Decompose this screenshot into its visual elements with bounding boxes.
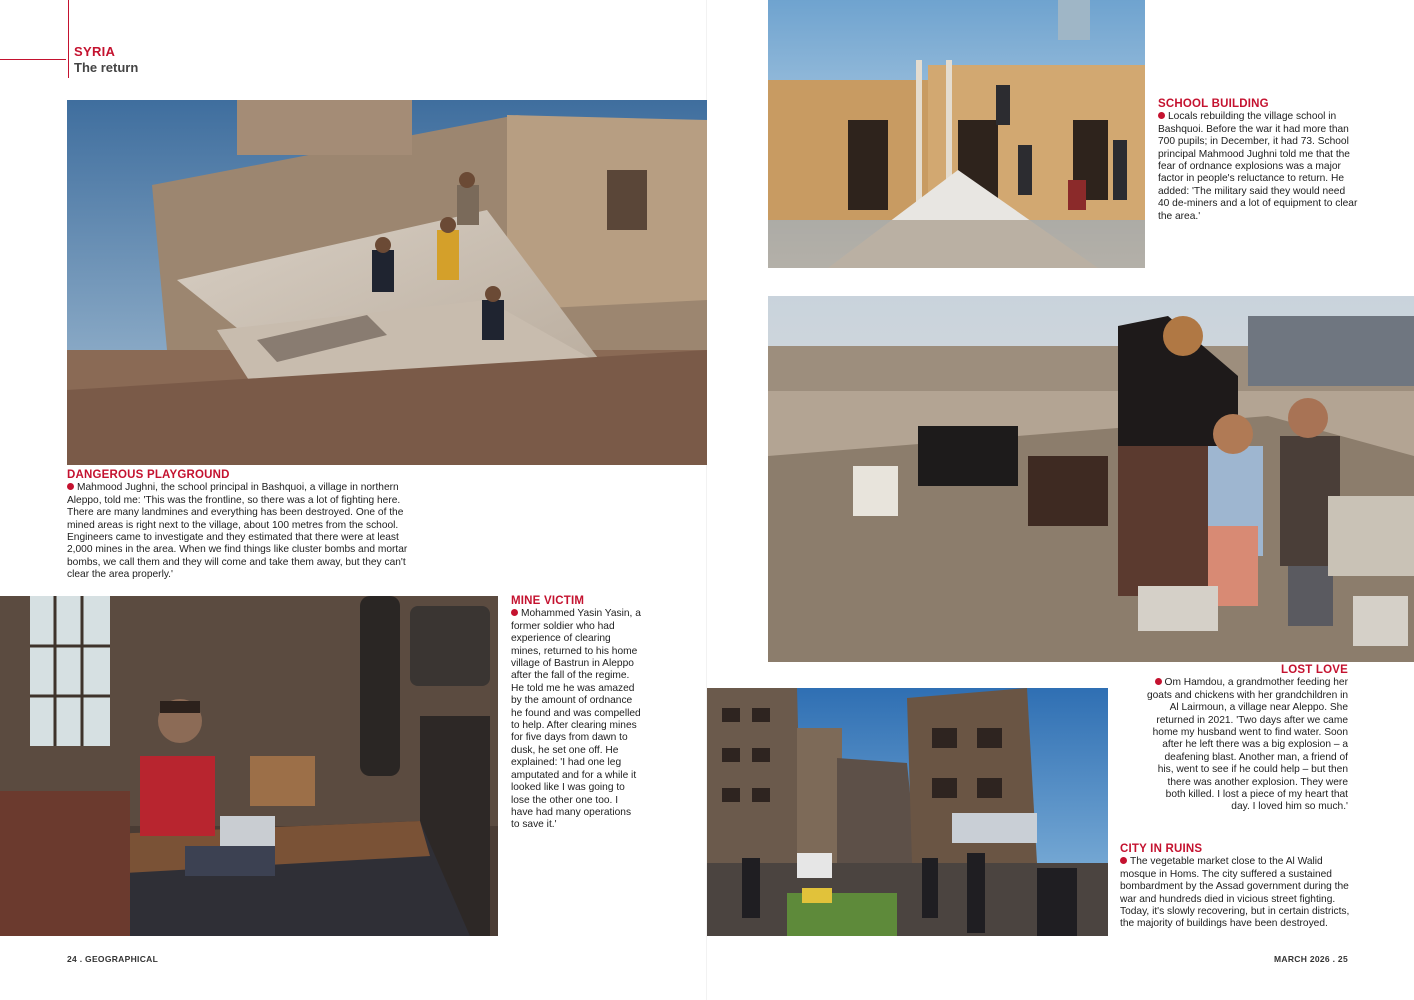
photo-school-building <box>768 0 1145 268</box>
caption-heading: CITY IN RUINS <box>1120 843 1203 855</box>
bullet-icon <box>1120 857 1127 864</box>
caption-city-in-ruins <box>1120 843 1354 931</box>
bullet-icon <box>67 483 74 490</box>
section-label: SYRIA <box>74 44 116 59</box>
section-subtitle: The return <box>74 60 139 75</box>
folio-right: MARCH 2026 . 25 <box>1274 954 1348 964</box>
caption-mine-victim <box>511 595 641 832</box>
caption-heading: LOST LOVE <box>1281 664 1348 676</box>
crop-mark-horizontal <box>0 59 66 60</box>
caption-school-building <box>1158 98 1358 223</box>
bullet-icon <box>1155 678 1162 685</box>
caption-body: Mohammed Yasin Yasin, a former soldier who had experience of clearing mines, returned to his home village of Bastrun in Aleppo after the fall of the regime. He told me he was amazed by the amount of ordnance he found and was compelled to help. After clearing mines for five days from dawn to dusk, he set one off. He explained: 'I had one leg amputated and for a while it looked like I was going to lose the other one too. I have had many operations to save it.' <box>511 608 641 831</box>
caption-body: Locals rebuilding the village school in Bashquoi. Before the war it had more than 700 pupils; in December, it had 73. School principal Mahmood Jughni told me that the fear of ordnance explosions was a major factor in people's reluctance to return. He added: 'The military said they would need 40 de-miners and a lot of equipment to clear the area.' <box>1158 111 1358 222</box>
caption-dangerous-playground <box>67 469 423 582</box>
photo-city-in-ruins <box>707 688 1108 936</box>
caption-heading: SCHOOL BUILDING <box>1158 98 1269 110</box>
caption-heading: MINE VICTIM <box>511 595 585 607</box>
bullet-icon <box>1158 112 1165 119</box>
crop-mark-vertical <box>68 0 69 78</box>
folio-left: 24 . GEOGRAPHICAL <box>67 954 159 964</box>
caption-body: The vegetable market close to the Al Walid mosque in Homs. The city suffered a sustained bombardment by the Assad government during the war and hundreds died in vicious street fighting. Today, it's slowly recovering, but in certain districts, the majority of buildings have been destroyed. <box>1120 856 1350 930</box>
photo-dangerous-playground <box>67 100 707 465</box>
caption-body: Mahmood Jughni, the school principal in Bashquoi, a village in northern Aleppo, told me: 'This was the frontline, so there was a lot of fighting here. There are many landmines and everything has been destroyed. One of the mined areas is right next to the village, about 100 metres from the school. Engineers came to investigate and they estimated that there were at least 2,000 mines in the area. When we find things like cluster bombs and mortar bombs, we call them and they will come and take them away, but they can't clear the area properly.' <box>67 482 408 581</box>
photo-mine-victim <box>0 596 498 936</box>
caption-lost-love <box>1146 664 1348 814</box>
photo-lost-love <box>768 296 1414 662</box>
caption-body: Om Hamdou, a grandmother feeding her goats and chickens with her grandchildren in Al Lairmoun, a village near Aleppo. She returned in 2021. 'Two days after we came home my husband went to find water. Soon after he left there was a big explosion – a deafening blast. Another man, a friend of his, went to see if he could help – but then there was another explosion. They were both killed. I lost a piece of my heart that day. I loved him so much.' <box>1146 677 1348 813</box>
bullet-icon <box>511 609 518 616</box>
caption-heading: DANGEROUS PLAYGROUND <box>67 469 230 481</box>
